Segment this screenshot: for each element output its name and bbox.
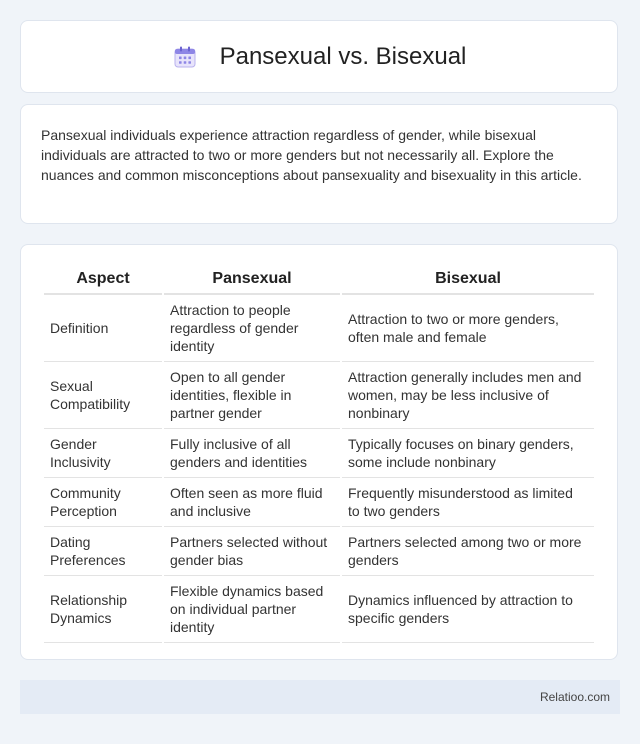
table-row: [44, 295, 594, 362]
pansexual-cell: Open to all gender identities, flexible in partner gender: [164, 362, 340, 429]
bisexual-cell: Dynamics influenced by attraction to specific genders: [342, 576, 594, 643]
aspect-cell: Dating Preferences: [44, 527, 162, 576]
title-card: [20, 20, 618, 93]
bisexual-cell: Attraction generally includes men and women, may be less inclusive of nonbinary: [342, 362, 594, 429]
footer: [20, 680, 620, 714]
table-row: [44, 429, 594, 478]
pansexual-cell: Flexible dynamics based on individual partner identity: [164, 576, 340, 643]
pansexual-cell: Attraction to people regardless of gender identity: [164, 295, 340, 362]
column-header-aspect: Aspect: [44, 265, 162, 295]
bisexual-cell: Frequently misunderstood as limited to two genders: [342, 478, 594, 527]
aspect-cell: Relationship Dynamics: [44, 576, 162, 643]
intro-card: [20, 104, 618, 224]
table-row: [44, 527, 594, 576]
page-title: Pansexual vs. Bisexual: [219, 42, 467, 70]
column-header-pansexual: Pansexual: [164, 265, 340, 295]
bisexual-cell: Attraction to two or more genders, often male and female: [342, 295, 594, 362]
pansexual-cell: Often seen as more fluid and inclusive: [164, 478, 340, 527]
comparison-table-card: [20, 244, 618, 660]
column-header-bisexual: Bisexual: [342, 265, 594, 295]
footer-brand: Relatioo.com: [539, 690, 610, 704]
calendar-icon: [172, 44, 198, 70]
pansexual-cell: Partners selected without gender bias: [164, 527, 340, 576]
aspect-cell: Definition: [44, 295, 162, 362]
bisexual-cell: Partners selected among two or more genders: [342, 527, 594, 576]
intro-text: Pansexual individuals experience attraction regardless of gender, while bisexual individuals are attracted to two or more genders but not necessarily all. Explore the nuances and common misconceptions about pansexuality and bisexuality in this article.: [41, 127, 582, 183]
table-row: [44, 576, 594, 643]
aspect-cell: Community Perception: [44, 478, 162, 527]
table-header-row: [44, 265, 594, 295]
pansexual-cell: Fully inclusive of all genders and identities: [164, 429, 340, 478]
table-row: [44, 362, 594, 429]
table-row: [44, 478, 594, 527]
comparison-table: [42, 265, 596, 643]
aspect-cell: Sexual Compatibility: [44, 362, 162, 429]
aspect-cell: Gender Inclusivity: [44, 429, 162, 478]
bisexual-cell: Typically focuses on binary genders, some include nonbinary: [342, 429, 594, 478]
